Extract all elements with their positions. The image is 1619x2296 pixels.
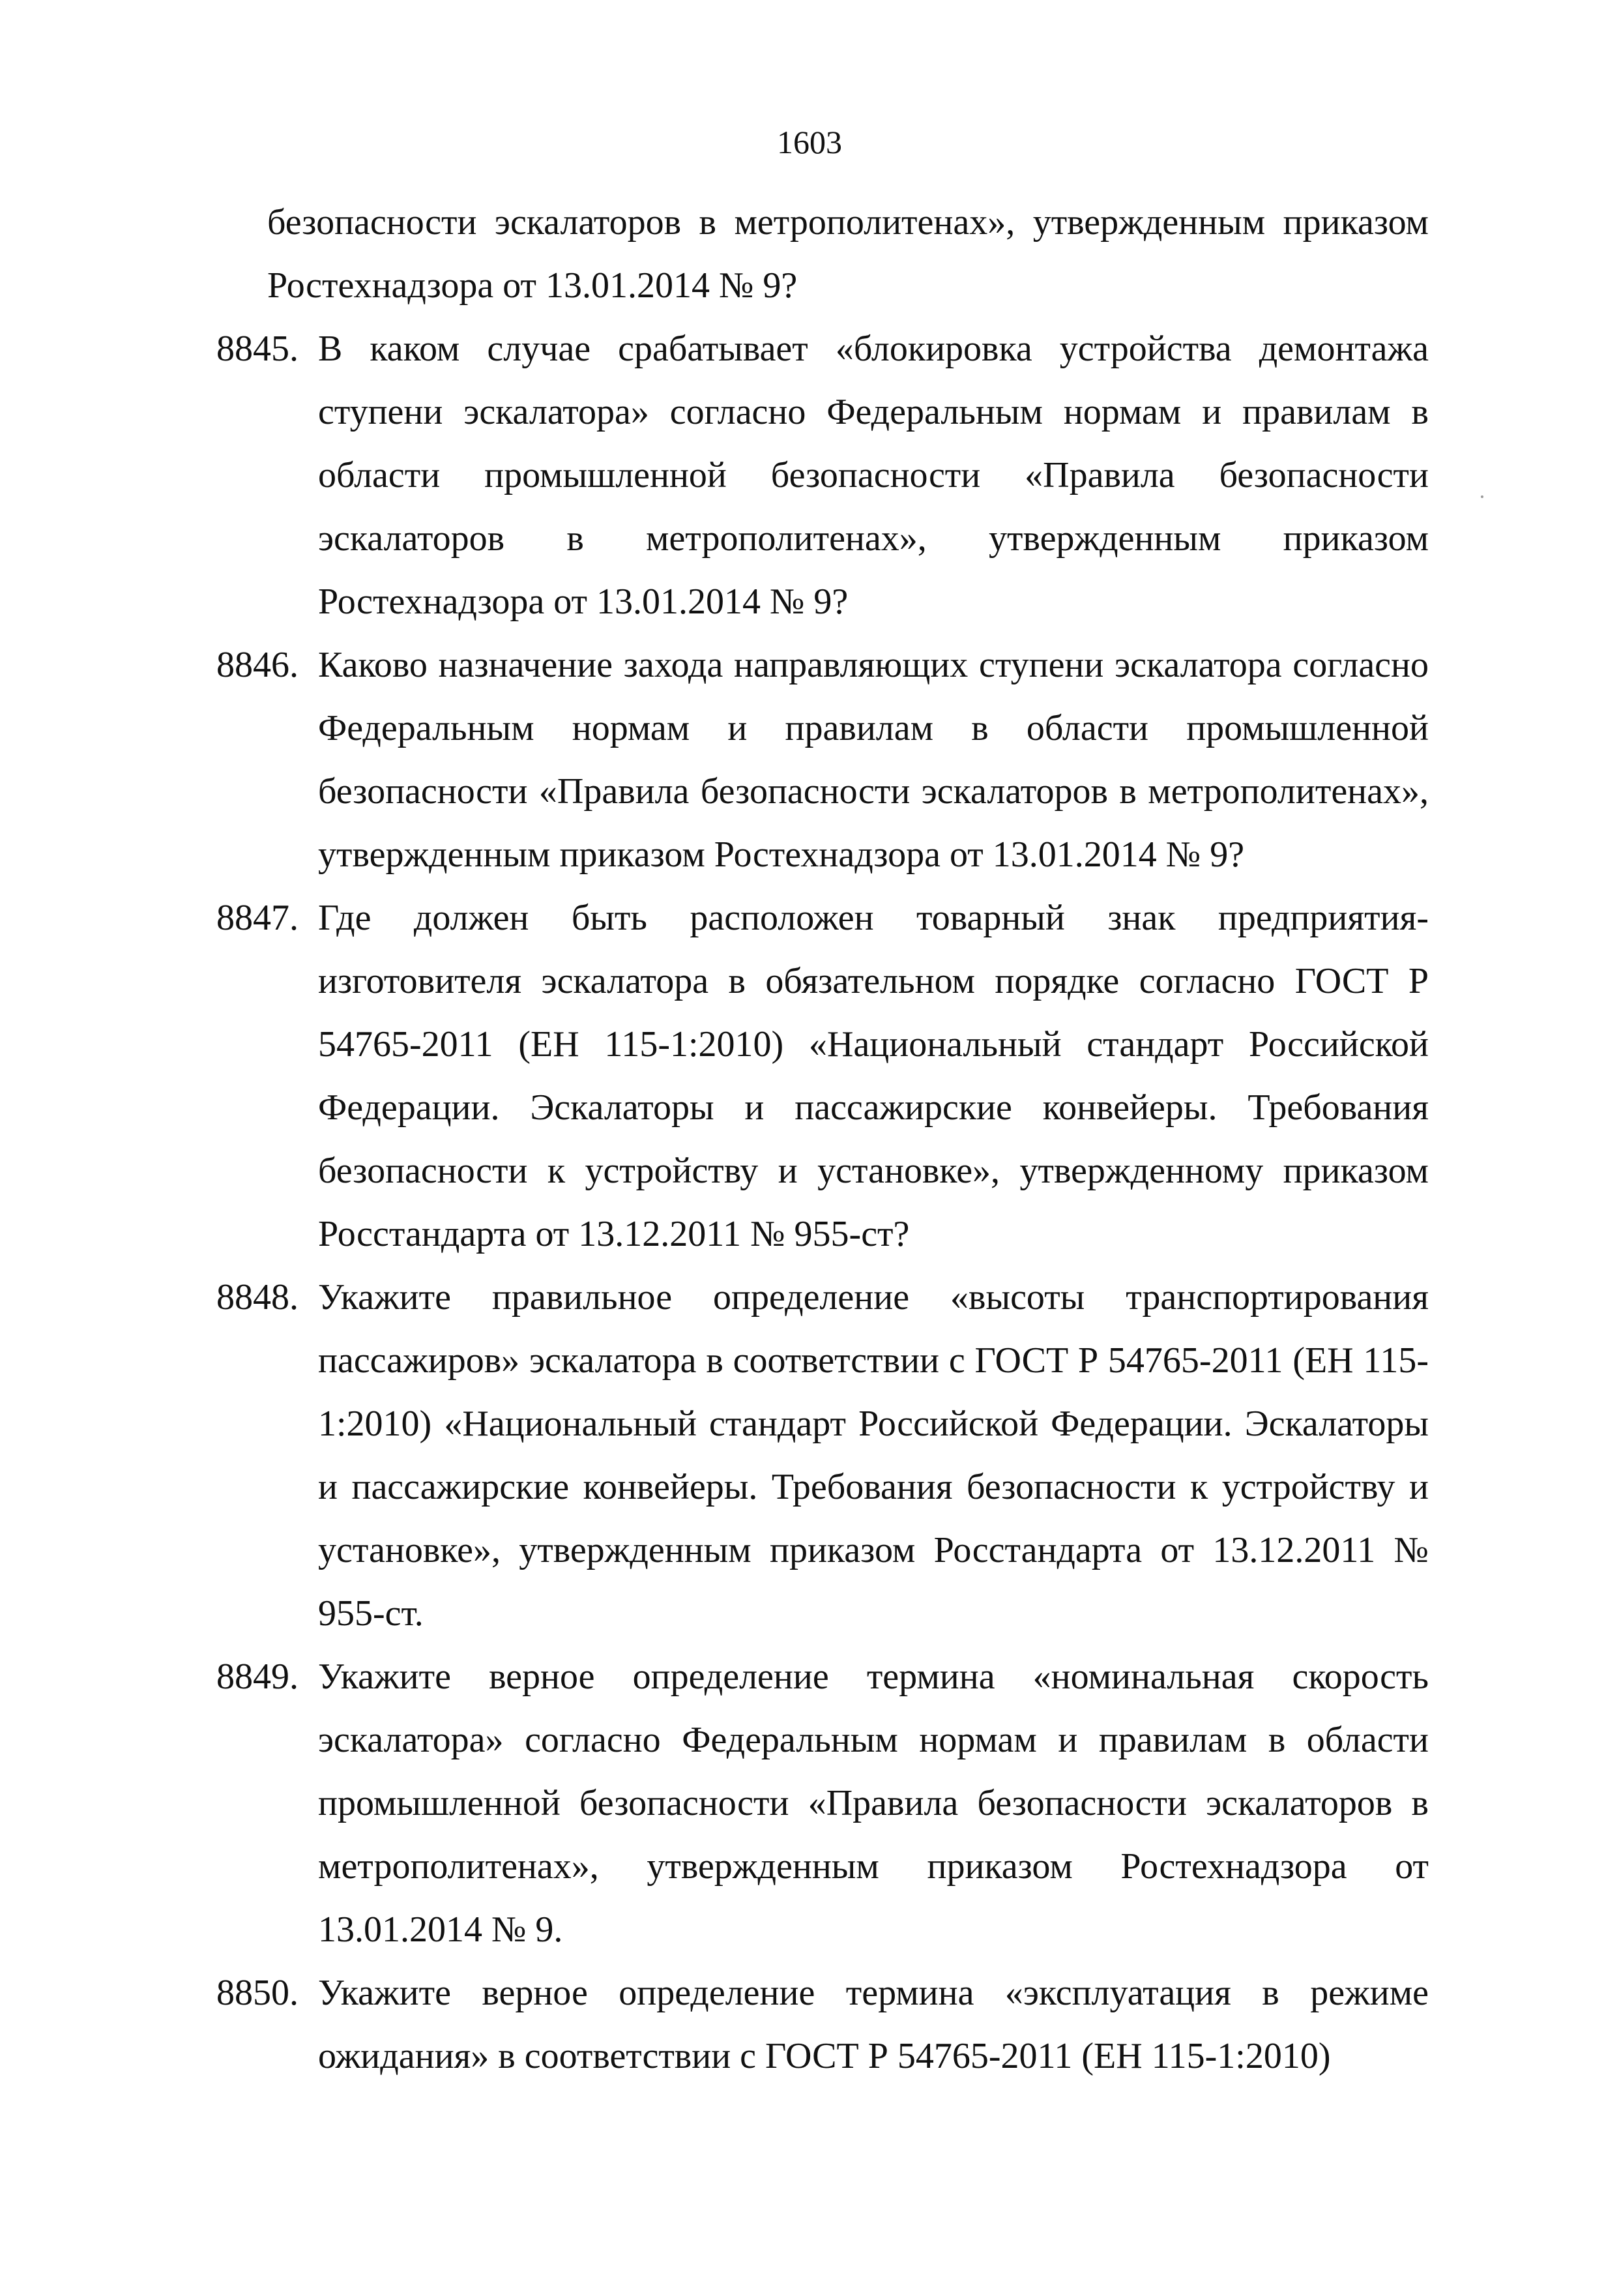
scan-speck [1481,495,1483,498]
question-text: Укажите верное определение термина «эксплуатация в режиме ожидания» в соответствии с ГОСТ Р 54765-2011 (ЕН 115-1:2010) [318,1973,1429,2076]
question-number: 8845. [216,329,299,369]
continuation-paragraph: безопасности эскалаторов в метрополитенах», утвержденным приказом Ростехнадзора от 13.01.2014 № 9? [267,202,1429,306]
question-number: 8846. [216,645,299,685]
question-number: 8849. [216,1656,299,1697]
page-content [216,191,1429,2088]
page-number: 1603 [777,124,842,160]
question-item [216,887,1429,1266]
question-item [216,317,1429,634]
question-number: 8848. [216,1277,299,1317]
question-item [216,1645,1429,1962]
question-item [216,634,1429,887]
question-number: 8847. [216,898,299,938]
question-text: В каком случае срабатывает «блокировка устройства демонтажа ступени эскалатора» согласно Федеральным нормам и правилам в области промышленной безопасности «Правила безопасности эскалаторов в метрополитенах», утвержденным приказом Ростехнадзора от 13.01.2014 № 9? [318,329,1429,622]
question-text: Укажите верное определение термина «номинальная скорость эскалатора» согласно Федеральным нормам и правилам в области промышленной безопасности «Правила безопасности эскалаторов в метрополитенах», утвержденным приказом Ростехнадзора от 13.01.2014 № 9. [318,1656,1429,1950]
question-text: Укажите правильное определение «высоты транспортирования пассажиров» эскалатора в соответствии с ГОСТ Р 54765-2011 (ЕН 115-1:2010) «Национальный стандарт Российской Федерации. Эскалаторы и пассажирские конвейеры. Требования безопасности к устройству и установке», утвержденным приказом Росстандарта от 13.12.2011 № 955-ст. [318,1277,1429,1634]
question-text: Каково назначение захода направляющих ступени эскалатора согласно Федеральным нормам и правилам в области промышленной безопасности «Правила безопасности эскалаторов в метрополитенах», утвержденным приказом Ростехнадзора от 13.01.2014 № 9? [318,645,1429,875]
question-item [216,1266,1429,1645]
question-item [216,1962,1429,2088]
question-number: 8850. [216,1973,299,2013]
question-text: Где должен быть расположен товарный знак предприятия-изготовителя эскалатора в обязательном порядке согласно ГОСТ Р 54765-2011 (ЕН 115-1:2010) «Национальный стандарт Российской Федерации. Эскалаторы и пассажирские конвейеры. Требования безопасности к устройству и установке», утвержденному приказом Росстандарта от 13.12.2011 № 955-ст? [318,898,1429,1254]
